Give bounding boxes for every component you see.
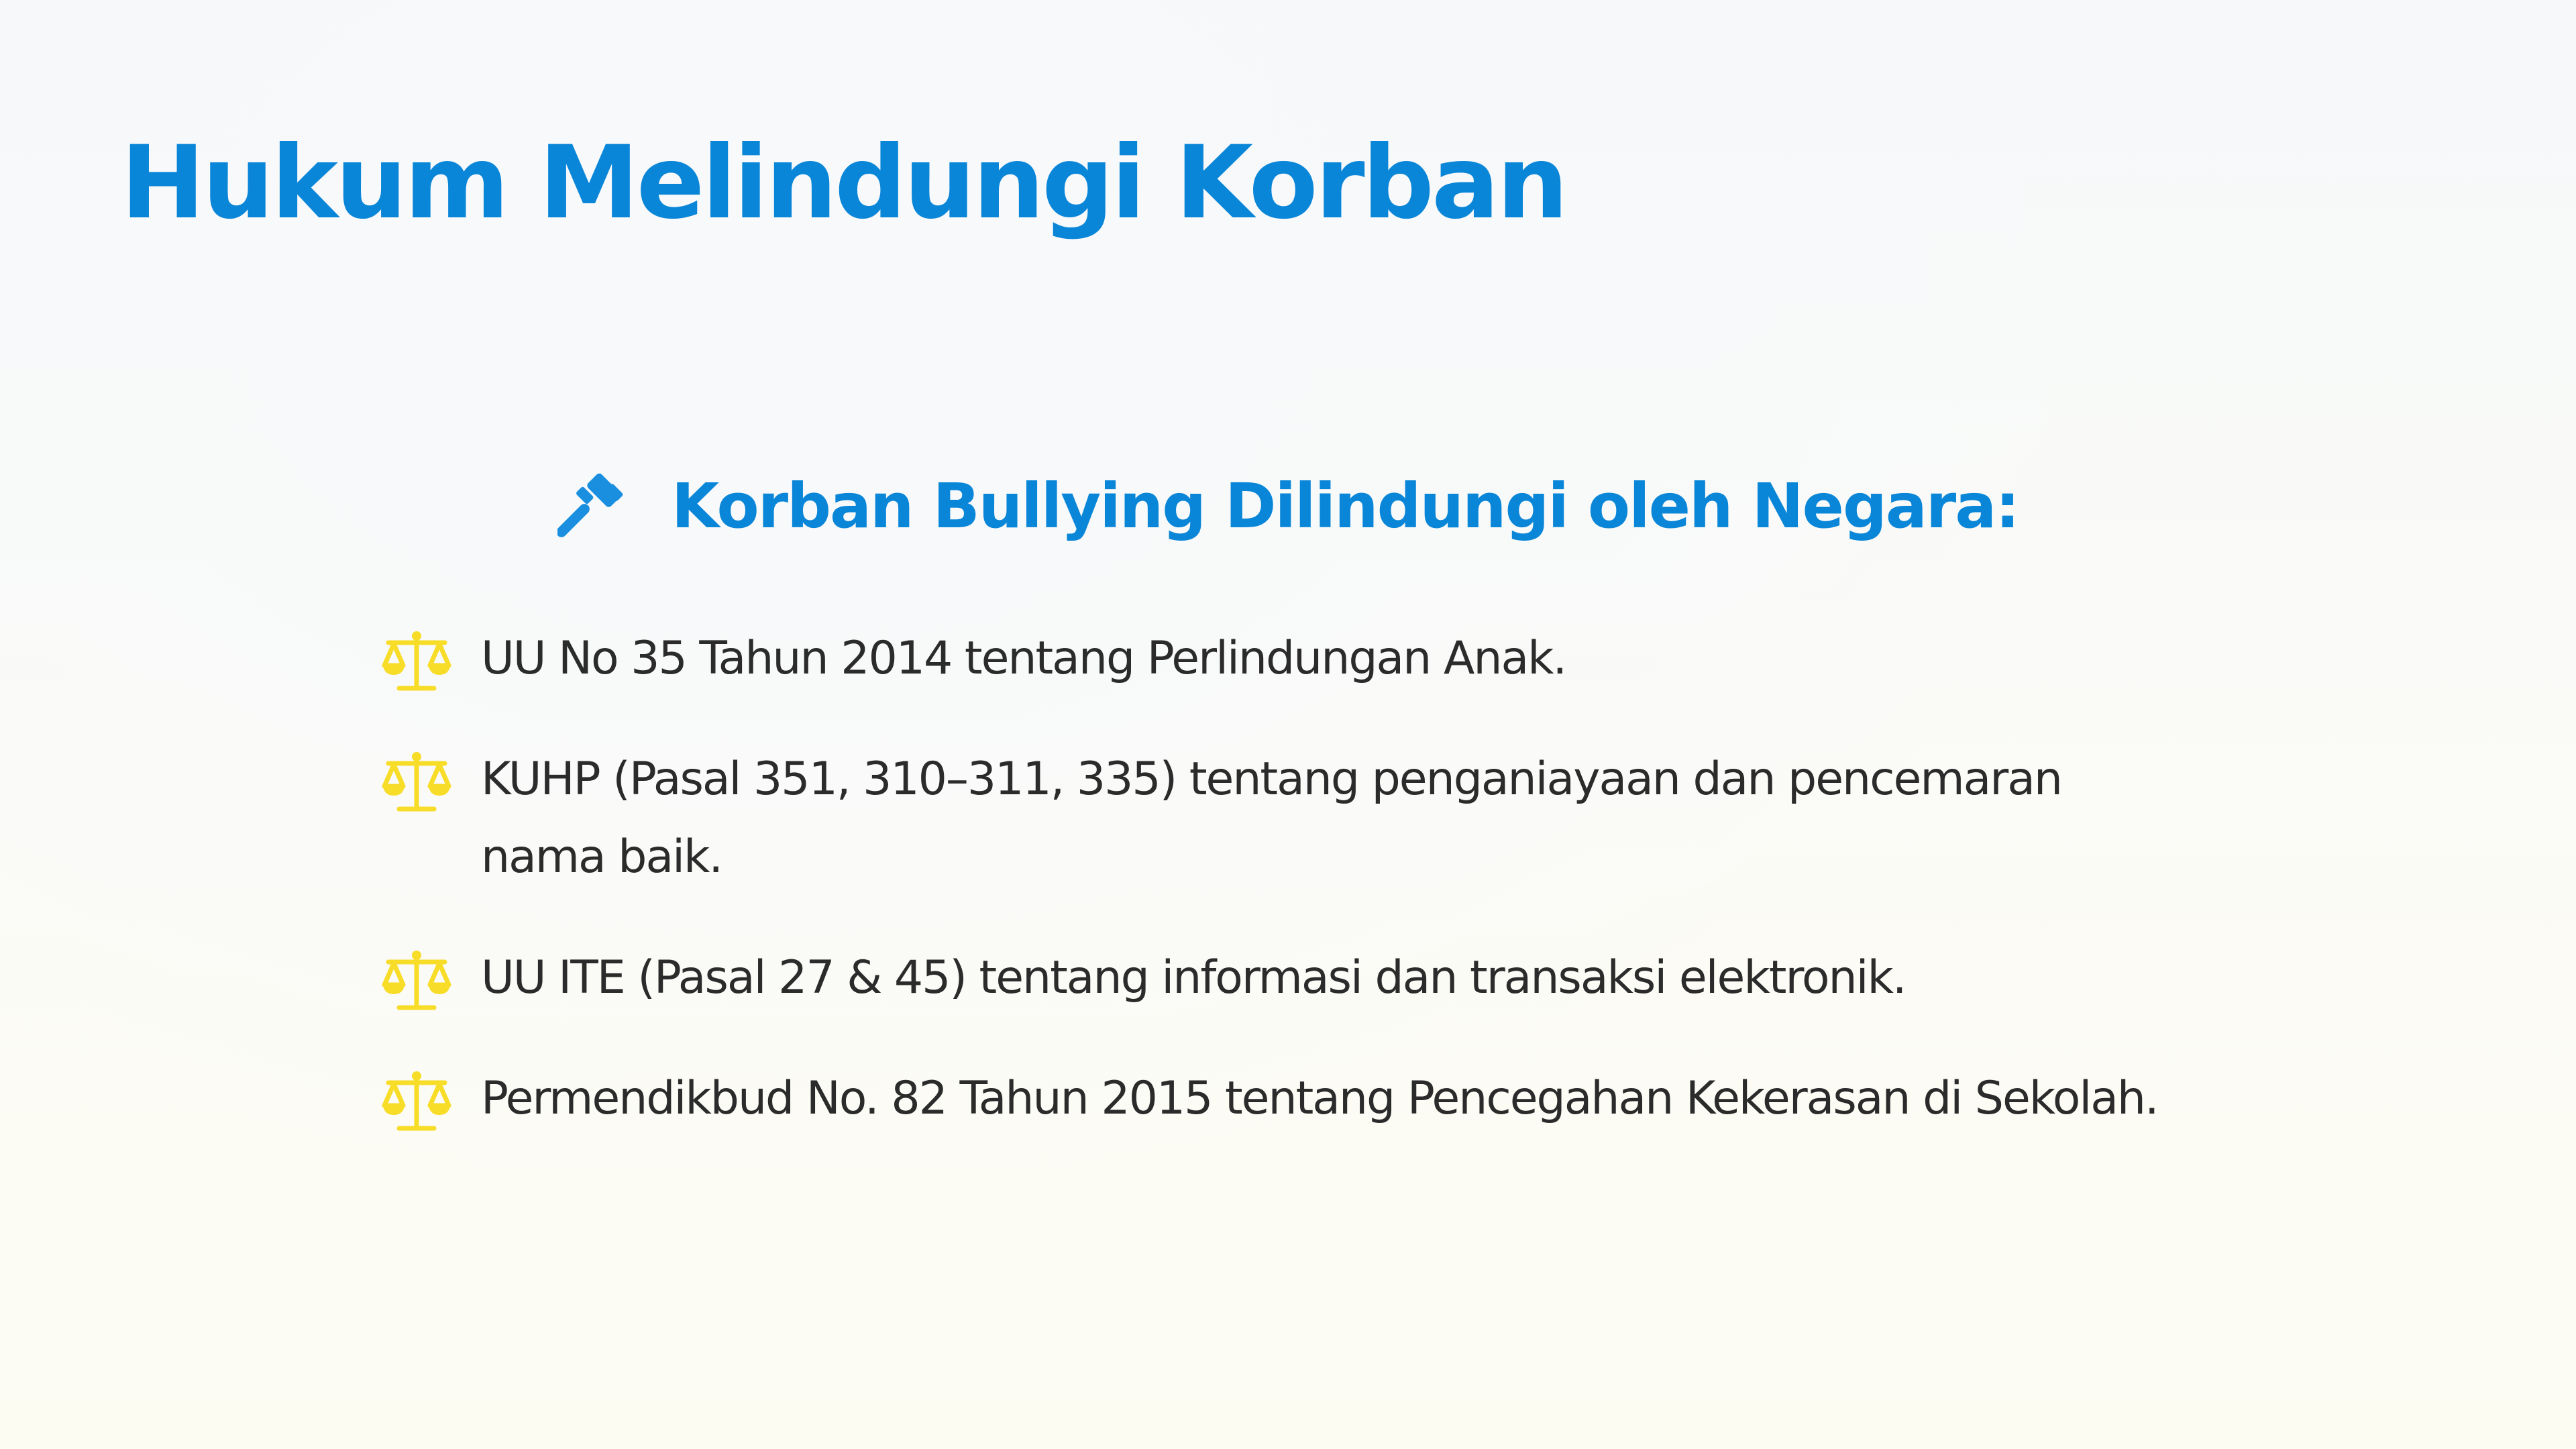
law-item-text: Permendikbud No. 82 Tahun 2015 tentang Pencegahan Kekerasan di Sekolah. (481, 1072, 2158, 1125)
gavel-icon (557, 470, 631, 543)
list-item (379, 624, 2190, 698)
balance-scale-icon (379, 947, 454, 1014)
law-item-text: KUHP (Pasal 351, 310–311, 335) tentang penganiayaan dan pencemaran nama baik. (481, 753, 2062, 883)
law-item-text: UU ITE (Pasal 27 & 45) tentang informasi dan transaksi elektronik. (481, 951, 1906, 1004)
slide-title: Hukum Melindungi Korban (121, 125, 1566, 241)
balance-scale-icon (379, 749, 454, 816)
list-item (379, 943, 2190, 1017)
law-list (379, 624, 2190, 1185)
subtitle: Korban Bullying Dilindungi oleh Negara: (671, 470, 2019, 542)
list-item (379, 1064, 2190, 1138)
list-item (379, 745, 2190, 896)
balance-scale-icon (379, 1068, 454, 1135)
law-item-text: UU No 35 Tahun 2014 tentang Perlindungan Anak. (481, 632, 1566, 685)
balance-scale-icon (379, 628, 454, 695)
subtitle-row (0, 470, 2576, 543)
